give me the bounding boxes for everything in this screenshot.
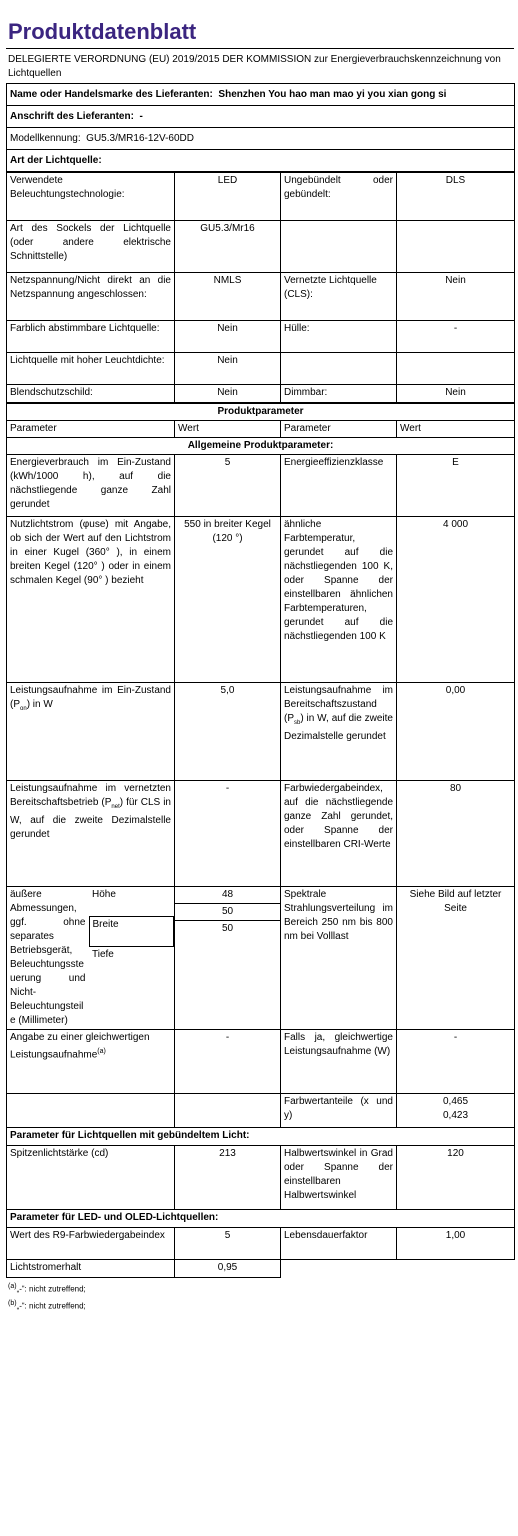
product-data-sheet bbox=[6, 18, 514, 1313]
dimension-height-label: Höhe bbox=[92, 889, 116, 900]
on-mode-power-value: 5,0 bbox=[175, 683, 281, 781]
chromaticity-label: Farbwertanteile (x und y) bbox=[281, 1094, 397, 1128]
technology-value: LED bbox=[175, 173, 281, 221]
empty-cell bbox=[175, 1094, 281, 1128]
empty-cell bbox=[7, 1094, 175, 1128]
mains-label: Netzspannung/Nicht direkt an die Netzspannung angeschlossen: bbox=[7, 273, 175, 321]
high-luminance-value: Nein bbox=[175, 353, 281, 385]
mains-value: NMLS bbox=[175, 273, 281, 321]
networked-standby-value: - bbox=[175, 781, 281, 887]
cap-type-value: GU5.3/Mr16 bbox=[175, 221, 281, 273]
equivalent-power-w-value: - bbox=[397, 1030, 515, 1094]
cri-value: 80 bbox=[397, 781, 515, 887]
footnote-b: $^{(b)}$„-“: nicht zutreffend; bbox=[8, 1299, 86, 1311]
supplier-address-label: Anschrift des Lieferanten: bbox=[10, 111, 134, 122]
anti-glare-label: Blendschutzschild: bbox=[7, 385, 175, 403]
lumen-maintenance-label: Lichtstromerhalt bbox=[7, 1260, 175, 1278]
dimension-depth-value: 50 bbox=[221, 923, 234, 934]
useful-flux-label: Nutzlichtstrom (φuse) mit Angabe, ob sich der Wert auf den Lichtstrom in einer Kugel (360° ), in einem breiten Kegel (120° ) oder in einem schmalen Kegel (90° ) bezieht bbox=[7, 517, 175, 683]
general-params-heading: Allgemeine Produktparameter: bbox=[7, 438, 515, 455]
standby-power-value: 0,00 bbox=[397, 683, 515, 781]
high-luminance-label: Lichtquelle mit hoher Leuchtdichte: bbox=[7, 353, 175, 385]
empty-cell bbox=[397, 1260, 515, 1278]
peak-intensity-value: 213 bbox=[175, 1146, 281, 1210]
lumen-maintenance-value: 0,95 bbox=[175, 1260, 281, 1278]
equivalent-power-value: - bbox=[175, 1030, 281, 1094]
envelope-label: Hülle: bbox=[281, 321, 397, 353]
dimension-width-value: 50 bbox=[175, 903, 280, 921]
product-params-table bbox=[6, 403, 515, 1278]
tunable-label: Farblich abstimmbare Lichtquelle: bbox=[7, 321, 175, 353]
col-header-param: Parameter bbox=[7, 421, 175, 438]
energy-consumption-value: 5 bbox=[175, 455, 281, 517]
title-divider bbox=[6, 48, 514, 49]
col-header-value: Wert bbox=[397, 421, 515, 438]
cri-label: Farbwiedergabeindex, auf die nächstliegende ganze Zahl gerundet, oder Spanne der einstellbaren CRI-Werte bbox=[281, 781, 397, 887]
directional-label: Ungebündelt oder gebündelt: bbox=[281, 173, 397, 221]
peak-intensity-label: Spitzenlichtstärke (cd) bbox=[7, 1146, 175, 1210]
efficiency-class-label: Energieeffizienzklasse bbox=[281, 455, 397, 517]
chromaticity-x: 0,465 bbox=[442, 1096, 469, 1107]
energy-consumption-label: Energieverbrauch im Ein-Zustand (kWh/1000 h), auf die nächstliegende ganze Zahl gerundet bbox=[7, 455, 175, 517]
light-source-type-heading: Art der Lichtquelle: bbox=[7, 150, 515, 172]
dimmable-label: Dimmbar: bbox=[281, 385, 397, 403]
on-mode-power-label: Leistungsaufnahme im Ein-Zustand $(P_{on})$ in W bbox=[7, 683, 175, 781]
empty-cell bbox=[397, 353, 515, 385]
model-row bbox=[7, 128, 515, 150]
technology-label: Verwendete Beleuchtungstechnologie: bbox=[7, 173, 175, 221]
dimension-depth-label: Tiefe bbox=[92, 949, 114, 960]
useful-flux-value: 550 in breiter Kegel (120 °) bbox=[175, 517, 281, 683]
footnote-a: $^{(a)}$„-“: nicht zutreffend; bbox=[8, 1283, 86, 1294]
empty-cell bbox=[397, 221, 515, 273]
empty-cell bbox=[281, 353, 397, 385]
efficiency-class-value: E bbox=[397, 455, 515, 517]
spectral-distribution-value: Siehe Bild auf letzter Seite bbox=[397, 887, 515, 1030]
type-table bbox=[6, 172, 515, 403]
equivalent-power-w-label: Falls ja, gleichwertige Leistungsaufnahme (W) bbox=[281, 1030, 397, 1094]
dimensions-label: äußere Abmessungen, ggf. ohne separates Betriebsgerät, Beleuchtungssteuerung und Nicht-Beleuchtungsteile (Millimeter) bbox=[10, 889, 86, 1026]
cct-value: 4 000 bbox=[397, 517, 515, 683]
supplier-table bbox=[6, 83, 515, 172]
r9-label: Wert des R9-Farbwiedergabeindex bbox=[7, 1228, 175, 1260]
survival-factor-value: 1,00 bbox=[397, 1228, 515, 1260]
chromaticity-value bbox=[397, 1094, 515, 1128]
supplier-name-row bbox=[7, 84, 515, 106]
r9-value: 5 bbox=[175, 1228, 281, 1260]
tunable-value: Nein bbox=[175, 321, 281, 353]
beam-angle-label: Halbwertswinkel in Grad oder Spanne der einstellbaren Halbwertswinkel bbox=[281, 1146, 397, 1210]
cap-type-label: Art des Sockels der Lichtquelle (oder andere elektrische Schnittstelle) bbox=[7, 221, 175, 273]
dimensions-cell bbox=[7, 887, 175, 1030]
model-value: GU5.3/MR16-12V-60DD bbox=[86, 133, 194, 144]
survival-factor-label: Lebensdauerfaktor bbox=[281, 1228, 397, 1260]
col-header-param: Parameter bbox=[281, 421, 397, 438]
networked-standby-label: Leistungsaufnahme im vernetzten Bereitschaftsbetrieb $(P_{net})$ für CLS in W, auf die zweite Dezimalstelle gerundet bbox=[7, 781, 175, 887]
empty-cell bbox=[281, 1260, 397, 1278]
directional-params-heading: Parameter für Lichtquellen mit gebündeltem Licht: bbox=[7, 1128, 515, 1146]
spectral-distribution-label: Spektrale Strahlungsverteilung im Bereich 250 nm bis 800 nm bei Volllast bbox=[281, 887, 397, 1030]
connected-label: Vernetzte Lichtquelle (CLS): bbox=[281, 273, 397, 321]
directional-value: DLS bbox=[397, 173, 515, 221]
cct-label: ähnliche Farbtemperatur, gerundet auf die nächstliegenden 100 K, oder Spanne der einstellbaren ähnlichen Farbtemperaturen, gerundet auf die nächstliegenden 100 K bbox=[281, 517, 397, 683]
col-header-value: Wert bbox=[175, 421, 281, 438]
dimensions-values-cell bbox=[175, 887, 281, 1030]
dimension-height-value: 48 bbox=[221, 889, 234, 900]
regulation-text: DELEGIERTE VERORDNUNG (EU) 2019/2015 DER KOMMISSION zur Energieverbrauchskennzeichnung von Lichtquellen bbox=[8, 54, 501, 79]
model-label: Modellkennung: bbox=[10, 133, 81, 144]
anti-glare-value: Nein bbox=[175, 385, 281, 403]
standby-power-label: Leistungsaufnahme im Bereitschaftszustand $(P_{sb})$ in W, auf die zweite Dezimalstelle gerundet bbox=[281, 683, 397, 781]
supplier-name-label: Name oder Handelsmarke des Lieferanten: bbox=[10, 89, 213, 100]
dimensions-inner bbox=[7, 887, 174, 1029]
supplier-address-value: - bbox=[139, 111, 143, 122]
dimmable-value: Nein bbox=[397, 385, 515, 403]
connected-value: Nein bbox=[397, 273, 515, 321]
empty-cell bbox=[281, 221, 397, 273]
page-title: Produktdatenblatt bbox=[8, 19, 197, 44]
dimension-width-label: Breite bbox=[89, 916, 174, 946]
beam-angle-value: 120 bbox=[397, 1146, 515, 1210]
supplier-name-value: Shenzhen You hao man mao yi you xian gong si bbox=[218, 89, 447, 100]
chromaticity-y: 0,423 bbox=[442, 1110, 469, 1121]
envelope-value: - bbox=[397, 321, 515, 353]
equivalent-power-label: Angabe zu einer gleichwertigen Leistungsaufnahme$^{(a)}$ bbox=[7, 1030, 175, 1094]
led-params-heading: Parameter für LED- und OLED-Lichtquellen: bbox=[7, 1210, 515, 1228]
product-params-heading: Produktparameter bbox=[7, 404, 515, 421]
supplier-address-row bbox=[7, 106, 515, 128]
